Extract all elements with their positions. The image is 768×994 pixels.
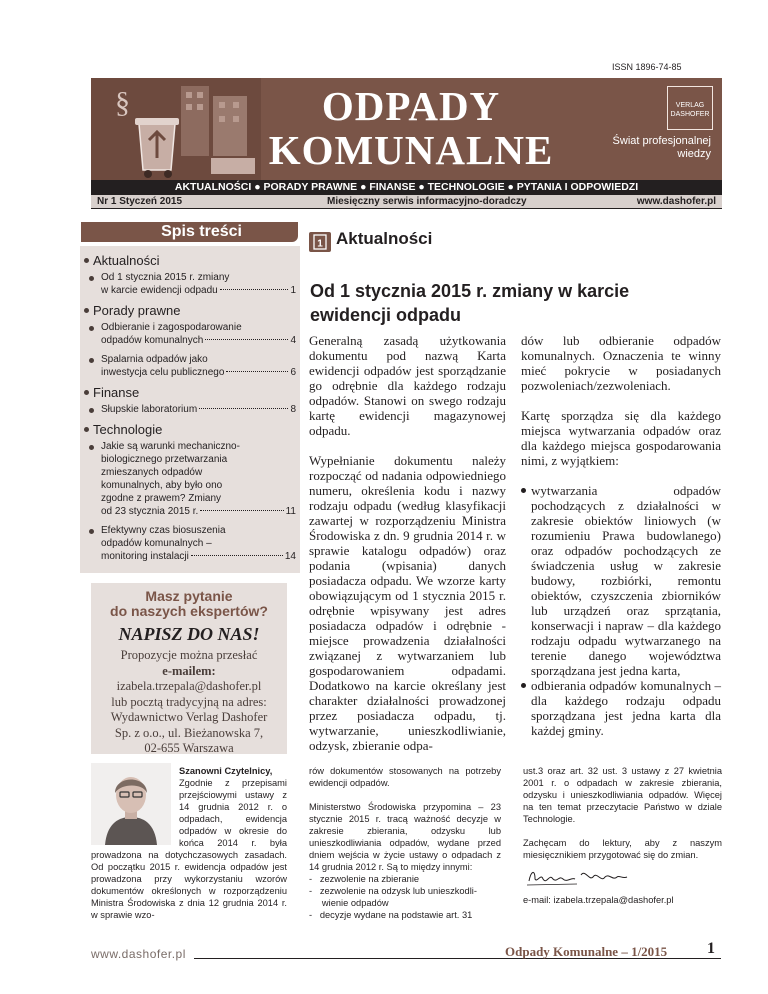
toc-entry-lead: Jakie są warunki mechaniczno- biologicznego przetwarzania zmieszanych odpadów komunalnych, aby było ono zgodne z prawem? Zmiany <box>101 441 240 504</box>
toc-entry-title: w karcie ewidencji odpadu <box>101 285 218 296</box>
article-paragraph: dów lub odbieranie odpadów komunalnych. Oznaczenia te winny mieć pokrycie w posiadanych pozwoleniach/zezwoleniach. <box>521 333 721 393</box>
list-item: odbierania odpadów komunalnych – dla każdego rodzaju odpadu sporządzana jest jedna karta dla każdej gminy. <box>521 678 721 738</box>
toc-section-heading[interactable] <box>84 253 296 268</box>
toc-entry[interactable] <box>84 440 296 518</box>
editorial-list-item: - zezwolenie na odzysk lub unieszkodli- <box>309 886 477 896</box>
toc-entry[interactable] <box>84 321 296 347</box>
toc-entry[interactable] <box>84 403 296 416</box>
website-link[interactable]: www.dashofer.pl <box>636 196 716 207</box>
toc-entry-title: Słupskie laboratorium <box>101 404 198 415</box>
toc-entry-lead: Spalarnia odpadów jako <box>101 354 208 365</box>
editorial-greeting: Szanowni Czytelnicy, <box>179 766 273 776</box>
toc-heading: Spis treści <box>81 222 298 242</box>
toc-section-name: Aktualności <box>93 253 160 268</box>
editorial-paragraph: Ministerstwo Środowiska przypomina – 23 stycznie 2015 r. tracą ważność decyzje w zakresie zbierania, odzysku lub unieszkodliwiania odpadów, wydane przed dniem wejścia w życie ustawy o odpadach z 14 grudnia 2012 r. Są to między innymi: <box>309 802 501 872</box>
editorial-column-3 <box>523 765 722 906</box>
article-paragraph: Kartę sporządza się dla każdego miejsca wytwarzania odpadów oraz dla każdego miejsca gospodarowania nimi, z wyjątkiem: <box>521 408 721 468</box>
toc-page-number: 14 <box>284 551 296 562</box>
toc-entry-title: od 23 stycznia 2015 r. <box>101 506 199 517</box>
toc-dot-leader <box>220 289 289 290</box>
toc-dot-leader <box>199 408 288 409</box>
masthead-banner <box>91 78 722 180</box>
category-bar: AKTUALNOŚCI ● PORADY PRAWNE ● FINANSE ● TECHNOLOGIE ● PYTANIA I ODPOWIEDZI <box>91 180 722 195</box>
editor-portrait <box>91 763 171 845</box>
footer-website[interactable]: www.dashofer.pl <box>91 947 186 961</box>
toc-section-name: Technologie <box>93 422 163 437</box>
article-headline: Od 1 stycznia 2015 r. zmiany w karcie ewidencji odpadu <box>310 281 630 325</box>
article-column-2 <box>521 333 721 738</box>
toc-dot-leader <box>191 555 283 556</box>
editorial-list-item: wienie odpadów <box>309 898 389 908</box>
issue-number: Nr 1 Styczeń 2015 <box>97 196 183 207</box>
exceptions-list <box>521 483 721 738</box>
toc-entry[interactable] <box>84 353 296 379</box>
toc-entry[interactable] <box>84 271 296 297</box>
publication-title: ODPADY KOMUNALNE <box>268 83 554 173</box>
toc-entry-lead: Efektywny czas biosuszenia odpadów komunalnych – <box>101 525 226 549</box>
list-item: wytwarzania odpadów pochodzących z działalności w zakresie obiektów liniowych (w rozumieniu Prawa budowlanego) oraz odpadów pochodzących ze świadczenia usług w zakresie budowy, rozbiórki, remontu obiektów, czyszczenia zbiorników lub urządzeń oraz sprzątania, konserwacji i napraw – dla każdego rodzaju odpadu wytwarzanego na terenie danego województwa sporządzana jest jedna karta, <box>521 483 721 678</box>
toc-dot-leader <box>205 339 288 340</box>
toc-section-heading[interactable] <box>84 385 296 400</box>
svg-text:§: § <box>115 86 130 119</box>
article-paragraph: Generalną zasadą użytkowania dokumentu pod nazwą Karta ewidencji odpadów jest sporządzanie go odrębnie dla każdego rodzaju odpadów. Stanowi on swego rodzaju kartę ewidencji magazynowej odpadu. <box>309 333 506 438</box>
editorial-paragraph: Zgodnie z przepisami przejściowymi ustawy z 14 grudnia 2012 r. o odpadach, ewidencja odpadów w okresie do końca 2014 r. była prowadzona na dotychczasowych zasadach. Od początku 2015 r. ewidencja odpadów jest prowadzona przy wykorzystaniu wzorów dokumentów określonych w rozporządzeniu Ministra Środowiska z dnia 12 grudnia 2014 r. w sprawie wzo- <box>91 778 287 920</box>
editorial-column-2 <box>309 765 501 921</box>
toc-entry-lead: Od 1 stycznia 2015 r. zmiany <box>101 272 230 283</box>
footer-publication-title: Odpady Komunalne – 1/2015 <box>505 944 668 959</box>
article-paragraph: Wypełnianie dokumentu należy rozpocząć od nadania odpowiedniego numeru, określenia kodu i nazwy rodzaju odpadu (według klasyfikacji zawartej w rozporządzeniu Ministra Środowiska z dn. 9 grudnia 2014 r. w sprawie katalogu odpadów) oraz podania (wpisania) danych posiadacza odpadu. We wzorze karty obowiązującym od 1 stycznia 2015 r. odrębnie wpisywany jest adres posiadacza odpadów i odrębnie - miejsce prowadzenia działalności związanej z wytwarzaniem lub gospodarowaniem odpadami. Dodatkowo na karcie określany jest charakter działalności prowadzonej przez posiadacza odpadu, tj. wytwarzanie, unieszkodliwianie, odzysk, zbieranie odpa- <box>309 453 506 753</box>
toc-page-number: 8 <box>290 404 296 415</box>
editor-email[interactable]: e-mail: izabela.trzepala@dashofer.pl <box>523 895 674 905</box>
bullet-icon <box>84 427 89 432</box>
svg-text:1: 1 <box>317 238 323 250</box>
bullet-icon <box>84 308 89 313</box>
toc-entry-lead: Odbieranie i zagospodarowanie <box>101 322 242 333</box>
editorial-column-1 <box>91 763 287 921</box>
ask-cta: NAPISZ DO NAS! <box>118 624 260 644</box>
bullet-icon <box>84 258 89 263</box>
toc-entry-title: inwestycja celu publicznego <box>101 367 225 378</box>
toc-entry-title: odpadów komunalnych <box>101 335 204 346</box>
section-number-icon <box>309 232 331 252</box>
ask-experts-box <box>91 583 287 754</box>
article-column-1 <box>309 333 506 768</box>
toc-page-number: 4 <box>290 335 296 346</box>
toc-section-heading[interactable] <box>84 422 296 437</box>
page-number: 1 <box>707 940 715 957</box>
toc-dot-leader <box>226 371 288 372</box>
editorial-paragraph: rów dokumentów stosowanych na potrzeby ewidencji odpadów. <box>309 766 501 788</box>
editorial-paragraph: Zachęcam do lektury, aby z naszym miesięcznikiem przygotować się do zmian. <box>523 838 722 860</box>
toc-entry-title: monitoring instalacji <box>101 551 189 562</box>
toc-entry[interactable] <box>84 524 296 563</box>
editorial-section <box>91 763 722 958</box>
toc-section-heading[interactable] <box>84 303 296 318</box>
toc-page-number: 11 <box>285 506 296 517</box>
issn-label: ISSN 1896-74-85 <box>612 62 682 72</box>
toc-section-name: Porady prawne <box>93 303 181 318</box>
editor-signature <box>523 865 633 889</box>
issue-tagline: Miesięczny serwis informacyjno-doradczy <box>327 196 527 207</box>
issue-bar <box>91 195 722 209</box>
toc-dot-leader <box>200 510 283 511</box>
publisher-slogan: Świat profesjonalnej wiedzy <box>612 135 711 160</box>
waste-collage-illustration <box>91 78 261 180</box>
publisher-logo: VERLAG DASHOFER <box>667 86 713 130</box>
toc-page-number: 1 <box>290 285 296 296</box>
ask-title: Masz pytanie do naszych ekspertów? <box>110 588 268 619</box>
editorial-list-item: - decyzje wydane na podstawie art. 31 <box>309 910 473 920</box>
ask-email-link[interactable]: izabela.trzepala@dashofer.pl <box>116 679 262 693</box>
toc-page-number: 6 <box>290 367 296 378</box>
table-of-contents <box>80 246 300 573</box>
bullet-icon <box>84 390 89 395</box>
editorial-paragraph: ust.3 oraz art. 32 ust. 3 ustawy z 27 kwietnia 2001 r. o odpadach w zakresie zbierania, odzysku i unieszkodliwiania odpadów. Więcej na ten temat przeczytacie Państwo w dziale Technologie. <box>523 766 722 824</box>
toc-section-name: Finanse <box>93 385 140 400</box>
editorial-list-item: - zezwolenie na zbieranie <box>309 874 420 884</box>
section-title: Aktualności <box>336 229 433 248</box>
ask-contact-info: Propozycje można przesłać e-mailem: izabela.trzepala@dashofer.pl lub pocztą tradycyjną na adres: Wydawnictwo Verlag Dashofer Sp. z o.o., ul. Bieżanowska 7, 02-655 Warszawa <box>91 648 287 757</box>
